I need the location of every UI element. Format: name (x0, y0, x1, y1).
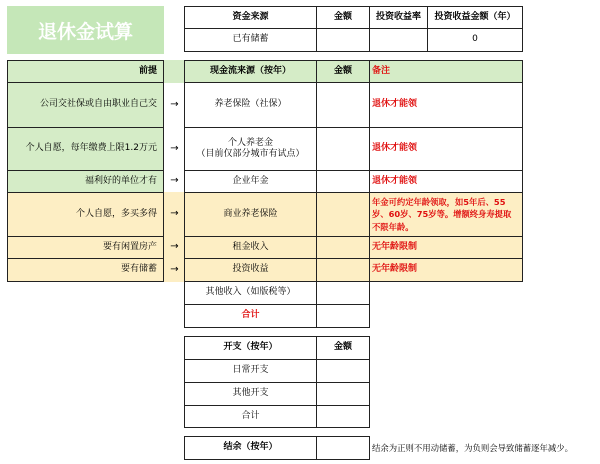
expense-row-label: 其他开支 (184, 382, 317, 406)
amount-cell (316, 258, 370, 282)
savings-amount (316, 28, 370, 52)
header-return-rate: 投资收益率 (369, 6, 428, 29)
header-fund-source: 资金来源 (184, 6, 317, 29)
other-income-amount (316, 281, 370, 305)
amount-cell (316, 82, 370, 128)
header-return-amount: 投资收益金额（年） (427, 6, 523, 29)
header-premise: 前提 (7, 60, 164, 83)
arrow-icon: → (170, 175, 179, 187)
expense-row-amount (316, 359, 370, 383)
note-cell: 退休才能领 (369, 170, 523, 193)
page-title: 退休金试算 (7, 6, 164, 54)
premise-cell: 要有储蓄 (7, 258, 164, 282)
expense-row-amount (316, 382, 370, 406)
premise-cell: 福利好的单位才有 (7, 170, 164, 193)
savings-rate (369, 28, 428, 52)
premise-cell: 个人自愿，多买多得 (7, 192, 164, 237)
source-cell: 养老保险（社保） (184, 82, 317, 128)
expense-total-amount (316, 405, 370, 428)
savings-label: 已有储蓄 (184, 28, 317, 52)
amount-cell (316, 127, 370, 171)
savings-income: 0 (427, 28, 523, 52)
balance-amount (316, 436, 370, 460)
note-cell: 年金可约定年龄领取，如5年后、55岁、60岁、75岁等。增额终身寿提取不限年龄。 (369, 192, 523, 237)
header-cashflow-source: 现金流来源（按年） (184, 60, 317, 83)
source-cell: 个人养老金 （目前仅部分城市有试点） (184, 127, 317, 171)
expense-amount-header: 金额 (316, 336, 370, 360)
premise-cell: 公司交社保或自由职业自己交 (7, 82, 164, 128)
note-cell: 无年龄限制 (369, 258, 523, 282)
header-note: 备注 (369, 60, 523, 83)
balance-note: 结余为正则不用动储蓄，为负则会导致储蓄逐年减少。 (372, 443, 573, 453)
arrow-icon: → (170, 98, 179, 110)
source-cell: 商业养老保险 (184, 192, 317, 237)
note-cell: 退休才能领 (369, 82, 523, 128)
note-cell: 退休才能领 (369, 127, 523, 171)
arrow-icon: → (164, 258, 185, 282)
source-cell: 租金收入 (184, 236, 317, 259)
other-income-label: 其他收入（如版税等） (184, 281, 317, 305)
arrow-column-header (164, 60, 185, 83)
amount-cell (316, 170, 370, 193)
source-cell: 企业年金 (184, 170, 317, 193)
expense-total-label: 合计 (184, 405, 317, 428)
premise-cell: 要有闲置房产 (7, 236, 164, 259)
balance-label: 结余（按年） (184, 436, 317, 460)
source-cell: 投资收益 (184, 258, 317, 282)
arrow-icon: → (164, 236, 185, 259)
amount-cell (316, 236, 370, 259)
income-total-amount (316, 304, 370, 328)
expense-header: 开支（按年） (184, 336, 317, 360)
arrow-icon: → (170, 142, 179, 154)
amount-cell (316, 192, 370, 237)
expense-row-label: 日常开支 (184, 359, 317, 383)
income-total-label: 合计 (184, 304, 317, 328)
header-income-amount: 金额 (316, 60, 370, 83)
note-cell: 无年龄限制 (369, 236, 523, 259)
arrow-icon: → (164, 192, 185, 237)
premise-cell: 个人自愿，每年缴费上限1.2万元 (7, 127, 164, 171)
header-amount: 金额 (316, 6, 370, 29)
